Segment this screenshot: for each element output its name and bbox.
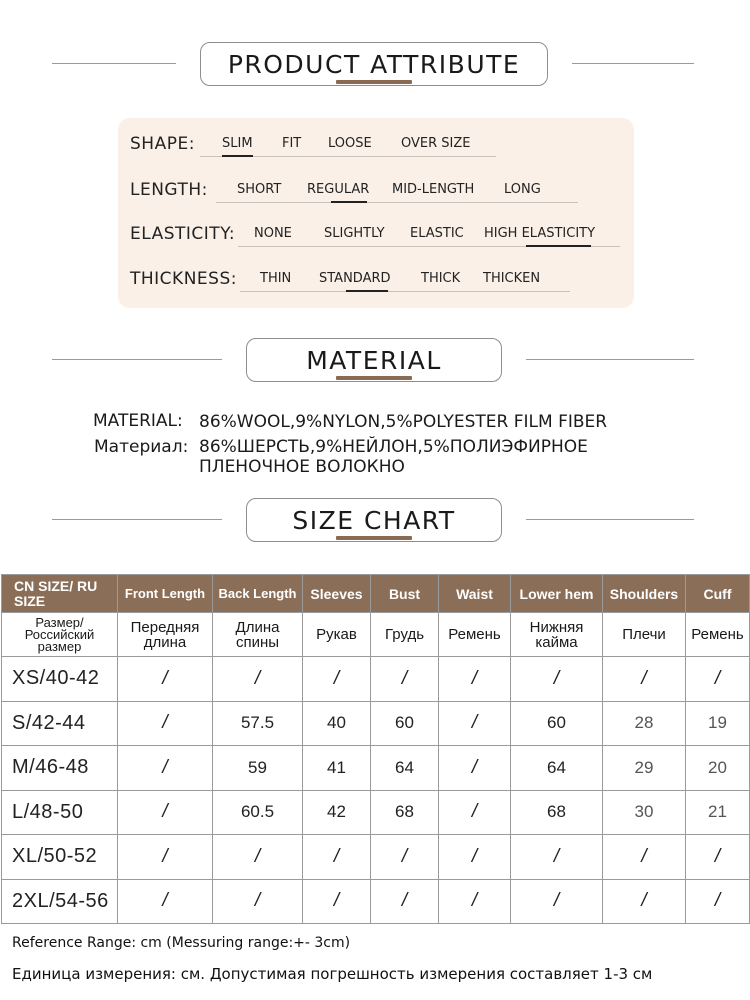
measurement-cell: 68	[371, 790, 439, 835]
attribute-label: LENGTH:	[130, 180, 208, 200]
reference-range-note: Reference Range: cm (Messuring range:+- 3cm)	[12, 935, 351, 951]
measurement-cell: /	[511, 657, 603, 702]
measurement-cell: /	[439, 657, 511, 702]
measurement-cell: /	[439, 746, 511, 791]
measurement-cell: /	[118, 657, 213, 702]
title-accent-bar	[336, 376, 412, 380]
measurement-cell: /	[511, 835, 603, 880]
size-chart-section-header	[0, 498, 750, 542]
attribute-row-shape	[118, 130, 634, 160]
title-accent-bar	[336, 80, 412, 84]
title-accent-bar	[336, 536, 412, 540]
measurement-cell: /	[213, 657, 303, 702]
size-label-cell: M/46-48	[2, 746, 118, 791]
attribute-underline	[216, 202, 578, 203]
table-header-row-en	[2, 575, 750, 613]
attribute-row-thickness	[118, 265, 634, 295]
header-cell: Shoulders	[603, 575, 686, 613]
measurement-cell: 21	[686, 790, 750, 835]
table-row	[2, 657, 750, 702]
attribute-row-elasticity	[118, 220, 634, 250]
option-thin: THIN	[260, 271, 292, 286]
measurement-cell: /	[439, 879, 511, 924]
measurement-cell: /	[439, 701, 511, 746]
measurement-cell: /	[439, 790, 511, 835]
size-label-cell: 2XL/54-56	[2, 879, 118, 924]
option-high-elasticity: HIGH ELASTICITY	[484, 226, 596, 241]
header-cell: Ремень	[686, 613, 750, 657]
measurement-cell: /	[303, 835, 371, 880]
attribute-label: ELASTICITY:	[130, 224, 236, 244]
measurement-cell: 40	[303, 701, 371, 746]
option-slim: SLIM	[222, 136, 253, 151]
material-label-en: MATERIAL:	[93, 411, 183, 431]
material-value-ru-line2: ПЛЕНОЧНОЕ ВОЛОКНО	[199, 457, 405, 477]
table-header-row-ru	[2, 613, 750, 657]
divider-right	[526, 359, 694, 360]
attribute-label: THICKNESS:	[130, 269, 237, 289]
size-label-cell: S/42-44	[2, 701, 118, 746]
option-regular: REGULAR	[307, 182, 370, 197]
attribute-underline	[240, 291, 570, 292]
measurement-cell: 28	[603, 701, 686, 746]
attribute-section-header	[0, 42, 750, 86]
divider-right	[526, 519, 694, 520]
measurement-cell: 30	[603, 790, 686, 835]
header-cell: Длина спины	[213, 613, 303, 657]
material-value-en: 86%WOOL,9%NYLON,5%POLYESTER FILM FIBER	[199, 412, 608, 432]
measurement-cell: 60	[371, 701, 439, 746]
measurement-cell: 19	[686, 701, 750, 746]
option-mid-length: MID-LENGTH	[392, 182, 475, 197]
size-chart-table	[1, 574, 750, 924]
material-label-ru: Материал:	[94, 437, 189, 457]
size-label-cell: L/48-50	[2, 790, 118, 835]
measurement-cell: /	[213, 835, 303, 880]
material-section-header	[0, 338, 750, 382]
table-row	[2, 790, 750, 835]
size-label-cell: XL/50-52	[2, 835, 118, 880]
measurement-cell: 64	[371, 746, 439, 791]
header-cell: Back Length	[213, 575, 303, 613]
measurement-cell: 42	[303, 790, 371, 835]
header-cell: Рукав	[303, 613, 371, 657]
option-thicken: THICKEN	[483, 271, 541, 286]
measurement-cell: /	[118, 746, 213, 791]
option-none: NONE	[254, 226, 292, 241]
option-fit: FIT	[282, 136, 302, 151]
measurement-cell: 20	[686, 746, 750, 791]
measurement-cell: /	[303, 879, 371, 924]
header-cell: Lower hem	[511, 575, 603, 613]
attribute-panel	[118, 118, 634, 308]
attribute-label: SHAPE:	[130, 134, 195, 154]
header-cell: Размер/ Российский размер	[2, 613, 118, 657]
measurement-cell: 60	[511, 701, 603, 746]
measurement-cell: /	[511, 879, 603, 924]
measurement-cell: /	[118, 790, 213, 835]
measurement-cell: /	[118, 835, 213, 880]
option-short: SHORT	[237, 182, 282, 197]
option-over-size: OVER SIZE	[401, 136, 471, 151]
measurement-cell: 59	[213, 746, 303, 791]
measurement-cell: /	[118, 879, 213, 924]
header-cell: Грудь	[371, 613, 439, 657]
header-cell: Плечи	[603, 613, 686, 657]
measurement-cell: 68	[511, 790, 603, 835]
measurement-cell: /	[686, 835, 750, 880]
measurement-cell: /	[371, 835, 439, 880]
header-cell: Ремень	[439, 613, 511, 657]
option-loose: LOOSE	[328, 136, 372, 151]
option-slightly: SLIGHTLY	[324, 226, 385, 241]
measurement-cell: 60.5	[213, 790, 303, 835]
measurement-cell: /	[371, 879, 439, 924]
measurement-cell: /	[303, 657, 371, 702]
measurement-cell: /	[603, 835, 686, 880]
measurement-cell: /	[213, 879, 303, 924]
header-cell: Sleeves	[303, 575, 371, 613]
header-cell: Front Length	[118, 575, 213, 613]
measurement-cell: /	[686, 657, 750, 702]
measurement-cell: /	[686, 879, 750, 924]
table-row	[2, 746, 750, 791]
measurement-cell: /	[371, 657, 439, 702]
divider-left	[52, 63, 176, 64]
divider-left	[52, 519, 222, 520]
size-chart-title: SIZE CHART	[246, 498, 502, 542]
header-cell: Передняя длина	[118, 613, 213, 657]
table-row	[2, 879, 750, 924]
measurement-cell: 29	[603, 746, 686, 791]
option-thick: THICK	[421, 271, 461, 286]
measurement-cell: 57.5	[213, 701, 303, 746]
measurement-cell: /	[439, 835, 511, 880]
attribute-row-length	[118, 176, 634, 206]
option-elastic: ELASTIC	[410, 226, 464, 241]
measurement-cell: /	[603, 879, 686, 924]
table-row	[2, 835, 750, 880]
measurement-cell: 41	[303, 746, 371, 791]
header-cell: Cuff	[686, 575, 750, 613]
header-cell: Нижняя кайма	[511, 613, 603, 657]
reference-range-note-ru: Единица измерения: см. Допустимая погрешность измерения составляет 1-3 см	[12, 965, 653, 983]
option-long: LONG	[504, 182, 541, 197]
measurement-cell: 64	[511, 746, 603, 791]
size-label-cell: XS/40-42	[2, 657, 118, 702]
measurement-cell: /	[603, 657, 686, 702]
attribute-title: PRODUCT ATTRIBUTE	[200, 42, 548, 86]
header-cell: CN SIZE/ RU SIZE	[2, 575, 118, 613]
option-standard: STANDARD	[319, 271, 391, 286]
measurement-cell: /	[118, 701, 213, 746]
divider-left	[52, 359, 222, 360]
header-cell: Bust	[371, 575, 439, 613]
material-title: MATERIAL	[246, 338, 502, 382]
material-value-ru-line1: 86%ШЕРСТЬ,9%НЕЙЛОН,5%ПОЛИЭФИРНОЕ	[199, 437, 588, 457]
divider-right	[572, 63, 694, 64]
header-cell: Waist	[439, 575, 511, 613]
table-row	[2, 701, 750, 746]
